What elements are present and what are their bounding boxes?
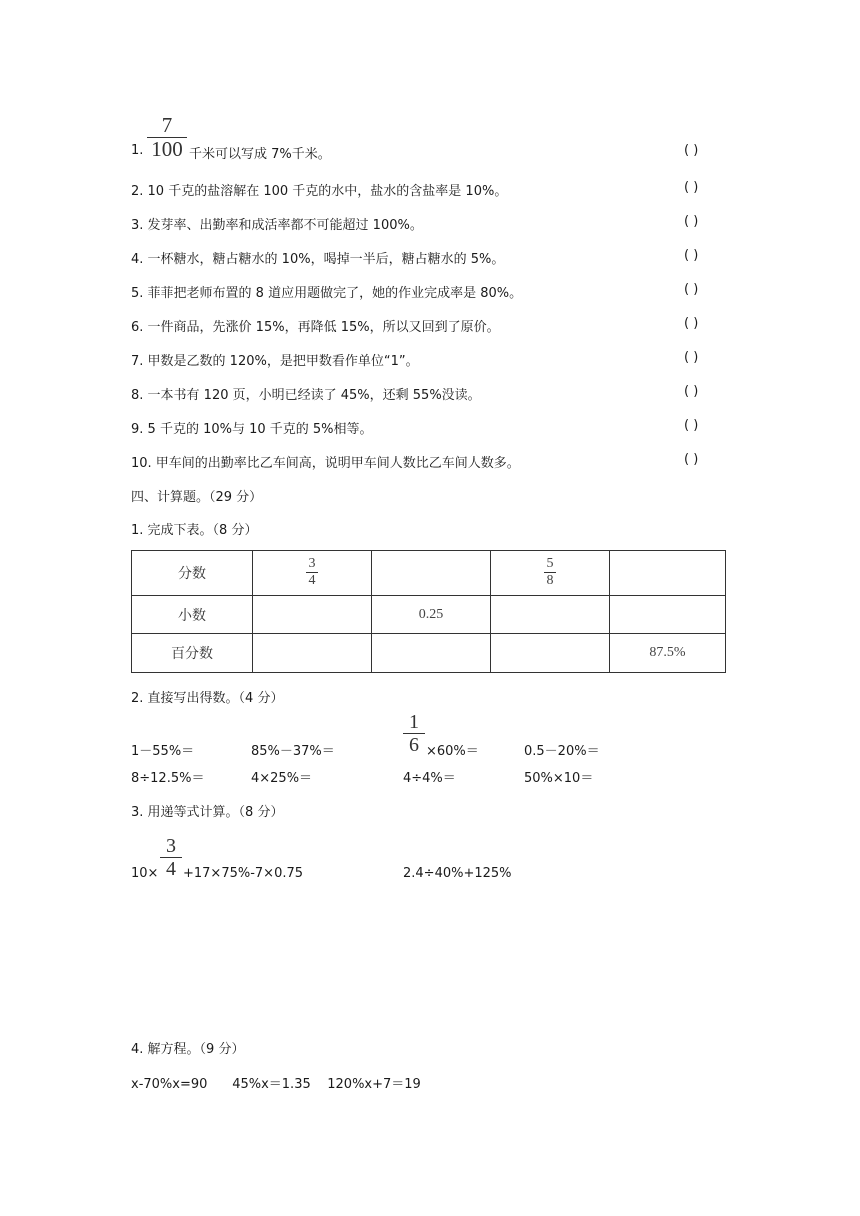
question-3: 3. 发芽率、出勤率和成活率都不可能超过 100%。 (131, 218, 423, 233)
table-cell[interactable] (491, 634, 610, 673)
table-cell[interactable]: 87.5% (610, 634, 726, 673)
table-row-decimal (132, 596, 726, 634)
table-row-percent (132, 634, 726, 673)
fraction-numerator: 1 (409, 711, 419, 733)
answer-paren-5[interactable]: ( ) (684, 282, 699, 297)
row-label: 百分数 (132, 634, 253, 673)
answer-paren-3[interactable]: ( ) (684, 214, 699, 229)
question-1-text: 千米可以写成 7%千米。 (189, 147, 331, 162)
table-cell[interactable] (253, 551, 372, 596)
cell-fraction (306, 557, 318, 588)
equations: x-70%x=90 45%x＝1.35 120%x+7＝19 (131, 1077, 421, 1092)
table-cell[interactable] (372, 551, 491, 596)
expr1-prefix: 10× (131, 866, 159, 881)
answer-paren-7[interactable]: ( ) (684, 350, 699, 365)
calc-item: 1－55%＝ (131, 744, 195, 759)
fraction-1-6 (403, 712, 425, 755)
question-10: 10. 甲车间的出勤率比乙车间高，说明甲车间人数比乙车间人数多。 (131, 456, 520, 471)
answer-paren-9[interactable]: ( ) (684, 418, 699, 433)
row-label: 小数 (132, 596, 253, 634)
table-cell[interactable] (253, 596, 372, 634)
q1-title: 1. 完成下表。（8 分） (131, 523, 258, 538)
row-label: 分数 (132, 551, 253, 596)
question-6: 6. 一件商品，先涨价 15%，再降低 15%，所以又回到了原价。 (131, 320, 500, 335)
calc-item: 4÷4%＝ (403, 771, 456, 786)
table-cell[interactable] (491, 596, 610, 634)
calc-item: ×60%＝ (426, 744, 479, 759)
question-7: 7. 甲数是乙数的 120%，是把甲数看作单位“1”。 (131, 354, 419, 369)
cell-fraction (544, 557, 556, 588)
question-8: 8. 一本书有 120 页，小明已经读了 45%，还剩 55%没读。 (131, 388, 481, 403)
section-title: 四、计算题。（29 分） (131, 490, 263, 505)
question-1 (131, 143, 143, 158)
table-cell[interactable] (253, 634, 372, 673)
table-cell[interactable] (610, 596, 726, 634)
question-number: 1. (131, 143, 144, 158)
fraction-denominator: 4 (166, 858, 176, 880)
table-row-fraction (132, 551, 726, 596)
fraction-numerator: 3 (308, 556, 316, 571)
answer-paren-1[interactable]: ( ) (684, 143, 699, 158)
conversion-table (131, 550, 726, 673)
q3-title: 3. 用递等式计算。（8 分） (131, 805, 284, 820)
calc-item: 50%×10＝ (524, 771, 594, 786)
question-5: 5. 菲菲把老师布置的 8 道应用题做完了，她的作业完成率是 80%。 (131, 286, 523, 301)
fraction-3-4 (160, 836, 182, 879)
answer-paren-8[interactable]: ( ) (684, 384, 699, 399)
question-2: 2. 10 千克的盐溶解在 100 千克的水中，盐水的含盐率是 10%。 (131, 184, 508, 199)
table-cell[interactable] (372, 634, 491, 673)
calc-item: 85%－37%＝ (251, 744, 335, 759)
answer-paren-2[interactable]: ( ) (684, 180, 699, 195)
table-cell[interactable] (491, 551, 610, 596)
q4-title: 4. 解方程。（9 分） (131, 1042, 245, 1057)
fraction-denominator: 8 (546, 573, 554, 588)
answer-paren-4[interactable]: ( ) (684, 248, 699, 263)
q2-title: 2. 直接写出得数。（4 分） (131, 691, 284, 706)
calc-item: 4×25%＝ (251, 771, 313, 786)
question-9: 9. 5 千克的 10%与 10 千克的 5%相等。 (131, 422, 373, 437)
expr1-suffix: +17×75%-7×0.75 (183, 866, 304, 881)
expr2: 2.4÷40%+125% (403, 866, 512, 881)
fraction-7-100 (147, 115, 187, 160)
fraction-numerator: 3 (166, 835, 176, 857)
calc-item: 8÷12.5%＝ (131, 771, 205, 786)
table-cell[interactable] (610, 551, 726, 596)
fraction-denominator: 6 (409, 734, 419, 756)
calc-item: 0.5－20%＝ (524, 744, 600, 759)
fraction-numerator: 5 (546, 556, 554, 571)
question-4: 4. 一杯糖水，糖占糖水的 10%，喝掉一半后，糖占糖水的 5%。 (131, 252, 505, 267)
answer-paren-6[interactable]: ( ) (684, 316, 699, 331)
fraction-denominator: 4 (308, 573, 316, 588)
fraction-numerator: 7 (161, 113, 173, 137)
table-cell[interactable]: 0.25 (372, 596, 491, 634)
answer-paren-10[interactable]: ( ) (684, 452, 699, 467)
fraction-denominator: 100 (151, 137, 183, 161)
